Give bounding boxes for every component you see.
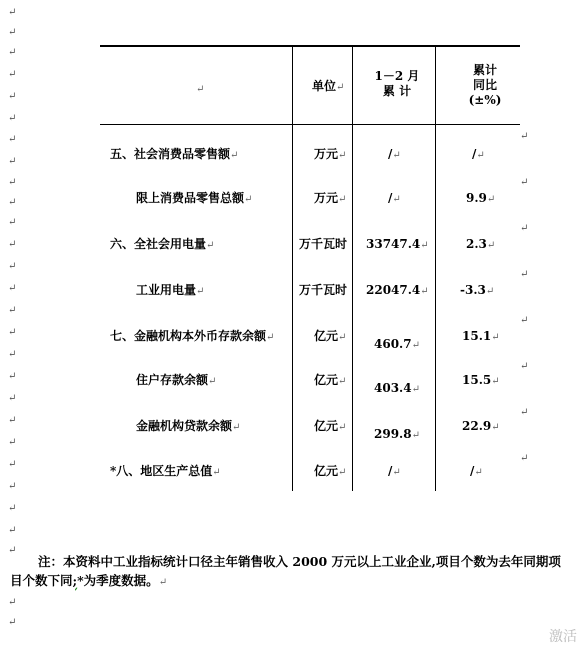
paragraph-mark: ↵ — [8, 91, 17, 102]
header-yoy-line3: (±%) — [468, 93, 502, 107]
paragraph-mark: ↵ — [8, 69, 17, 80]
paragraph-mark: ↵ — [520, 453, 529, 464]
table-row-yoy: 15.1↵ — [462, 329, 500, 343]
table-row-value: 299.8↵ — [374, 427, 420, 441]
header-yoy-line1: 累计 — [472, 63, 497, 77]
table-row-value: 22047.4↵ — [366, 283, 429, 297]
header-yoy — [450, 63, 520, 108]
paragraph-mark: ↵ — [336, 82, 345, 93]
table-row-value: 33747.4↵ — [366, 237, 429, 251]
table-row-name: *八、地区生产总值↵ — [110, 464, 221, 478]
table-row-unit: 万千瓦时 — [299, 283, 348, 297]
header-unit-label: 单位 — [312, 79, 337, 93]
table-row-name: 限上消费品零售总额↵ — [136, 191, 253, 205]
paragraph-mark: ↵ — [520, 223, 529, 234]
footnote-text: ; — [72, 573, 78, 588]
footnote-text: 年 — [225, 554, 239, 569]
paragraph-mark: ↵ — [8, 503, 17, 514]
paragraph-mark: ↵ — [8, 261, 17, 272]
table-top-rule — [100, 45, 520, 47]
paragraph-mark: ↵ — [8, 437, 17, 448]
table-row-unit: 万千瓦时 — [299, 237, 348, 251]
table-row-value: 460.7↵ — [374, 337, 420, 351]
table-row-yoy: /↵ — [470, 464, 483, 478]
paragraph-mark: ↵ — [8, 617, 17, 628]
paragraph-mark: ↵ — [8, 305, 17, 316]
footnote-text: 销售收入 2000 万元以上工业企业,项目个数为去年同期项目个数下同 — [10, 554, 561, 588]
paragraph-mark: ↵ — [8, 545, 17, 556]
column-divider — [292, 45, 293, 491]
table-row-name: 工业用电量↵ — [136, 283, 205, 297]
paragraph-mark: ↵ — [8, 47, 17, 58]
paragraph-mark: ↵ — [8, 134, 17, 145]
paragraph-mark: ↵ — [520, 177, 529, 188]
paragraph-mark: ↵ — [520, 361, 529, 372]
paragraph-mark: ↵ — [8, 283, 17, 294]
paragraph-mark: ↵ — [8, 197, 17, 208]
header-cumulative-line2: 累 计 — [382, 84, 412, 98]
paragraph-mark: ↵ — [8, 27, 17, 38]
column-divider — [435, 45, 436, 491]
table-row-name: 七、金融机构本外币存款余额↵ — [110, 329, 275, 343]
paragraph-mark: ↵ — [520, 315, 529, 326]
paragraph-mark: ↵ — [520, 407, 529, 418]
header-cumulative-line1: 1－2 月 — [374, 69, 420, 83]
table-row-unit: 亿元↵ — [314, 464, 347, 478]
table-row-name: 五、社会消费品零售额↵ — [110, 147, 239, 161]
paragraph-mark: ↵ — [8, 177, 17, 188]
table-header-rule — [100, 124, 520, 125]
footnote-text: 注：本资料中工业指标统计口径主 — [38, 554, 226, 569]
table-row-value: /↵ — [388, 464, 401, 478]
table-row-name: 住户存款余额↵ — [136, 373, 217, 387]
paragraph-mark: ↵ — [520, 269, 529, 280]
table-row-value: /↵ — [388, 191, 401, 205]
activation-watermark: 激活 — [549, 629, 577, 645]
table-row-unit: 万元↵ — [314, 191, 347, 205]
header-cumulative — [366, 69, 428, 99]
table-row-name: 六、全社会用电量↵ — [110, 237, 215, 251]
paragraph-mark: ↵ — [8, 349, 17, 360]
footnote — [10, 552, 570, 592]
paragraph-mark: ↵ — [8, 371, 17, 382]
paragraph-mark: ↵ — [8, 415, 17, 426]
paragraph-mark: ↵ — [8, 597, 17, 608]
paragraph-mark: ↵ — [8, 217, 17, 228]
paragraph-mark: ↵ — [8, 7, 17, 18]
table-row-value: 403.4↵ — [374, 381, 420, 395]
table-row-yoy: 15.5↵ — [462, 373, 500, 387]
table-row-unit: 万元↵ — [314, 147, 347, 161]
paragraph-mark: ↵ — [8, 525, 17, 536]
table-row-yoy: -3.3↵ — [460, 283, 495, 297]
paragraph-mark: ↵ — [8, 113, 17, 124]
paragraph-mark: ↵ — [158, 577, 168, 588]
header-unit — [312, 79, 344, 95]
table-row-name: 金融机构贷款余额↵ — [136, 419, 241, 433]
paragraph-mark: ↵ — [520, 131, 529, 142]
header-yoy-line2: 同比 — [472, 78, 497, 92]
paragraph-mark: ↵ — [8, 481, 17, 492]
table-row-yoy: /↵ — [472, 147, 485, 161]
paragraph-mark: ↵ — [8, 393, 17, 404]
paragraph-mark: ↵ — [8, 459, 17, 470]
statistics-table — [100, 45, 520, 491]
table-row-unit: 亿元↵ — [314, 329, 347, 343]
table-row-yoy: 22.9↵ — [462, 419, 500, 433]
paragraph-mark: ↵ — [8, 156, 17, 167]
paragraph-mark: ↵ — [8, 239, 17, 250]
footnote-text: *为季度数据。 — [77, 573, 159, 588]
paragraph-mark: ↵ — [196, 84, 205, 95]
column-divider — [352, 45, 353, 491]
paragraph-mark: ↵ — [8, 327, 17, 338]
table-row-value: /↵ — [388, 147, 401, 161]
table-row-unit: 亿元↵ — [314, 419, 347, 433]
table-row-yoy: 9.9↵ — [466, 191, 496, 205]
table-row-unit: 亿元↵ — [314, 373, 347, 387]
table-row-yoy: 2.3↵ — [466, 237, 496, 251]
